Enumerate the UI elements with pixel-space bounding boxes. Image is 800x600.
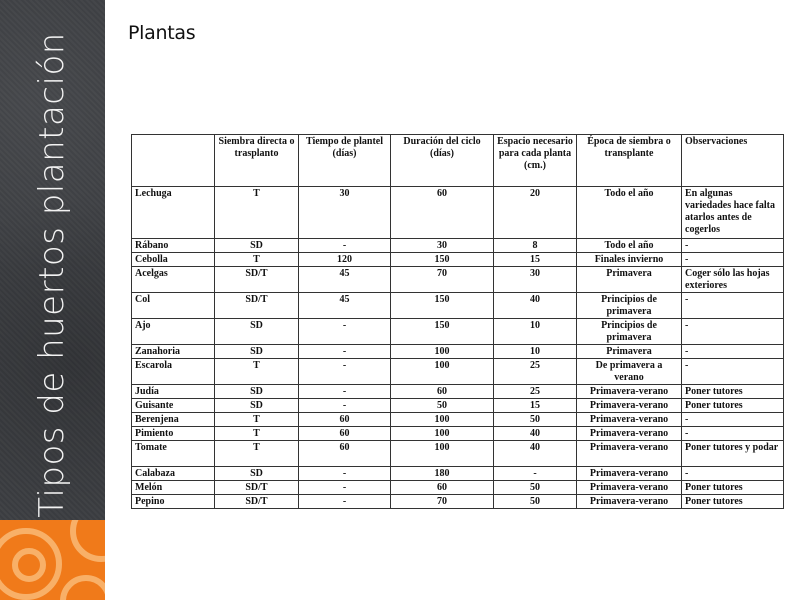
table-cell: 25 (494, 385, 577, 399)
table-cell: 25 (494, 359, 577, 385)
plant-name-cell: Rábano (132, 239, 215, 253)
table-cell: 20 (494, 187, 577, 239)
table-cell: 180 (391, 467, 494, 481)
table-cell: Todo el año (577, 239, 682, 253)
side-title: Tipos de huertos plantación (32, 32, 72, 518)
table-cell: 150 (391, 319, 494, 345)
crops-table (131, 134, 784, 509)
table-cell: 40 (494, 427, 577, 441)
decorative-ring (70, 520, 105, 562)
table-cell: - (299, 239, 391, 253)
table-cell: Primavera-verano (577, 427, 682, 441)
table-cell: SD (215, 467, 299, 481)
table-cell: Coger sólo las hojas exteriores (682, 267, 784, 293)
table-cell: Primavera-verano (577, 481, 682, 495)
table-cell: 50 (494, 495, 577, 509)
table-cell: 50 (494, 481, 577, 495)
table-cell: 40 (494, 293, 577, 319)
table-cell: - (299, 399, 391, 413)
table-row (132, 427, 784, 441)
table-cell: SD/T (215, 481, 299, 495)
table-cell: 40 (494, 441, 577, 467)
table-cell: - (682, 467, 784, 481)
table-row (132, 345, 784, 359)
crops-table-container (131, 134, 783, 509)
table-cell: Principios de primavera (577, 319, 682, 345)
table-cell: 60 (391, 481, 494, 495)
table-cell: T (215, 359, 299, 385)
table-cell: SD (215, 239, 299, 253)
header-cell: Duración del ciclo (días) (391, 135, 494, 187)
table-cell: Primavera-verano (577, 385, 682, 399)
table-row (132, 481, 784, 495)
table-cell: - (299, 319, 391, 345)
orange-decoration (0, 520, 105, 600)
table-cell: 60 (391, 385, 494, 399)
table-cell: 60 (299, 427, 391, 441)
table-cell: 120 (299, 253, 391, 267)
table-cell: - (299, 467, 391, 481)
table-cell: - (299, 345, 391, 359)
decorative-ring (60, 575, 105, 600)
table-cell: De primavera a verano (577, 359, 682, 385)
table-row (132, 239, 784, 253)
table-cell: Poner tutores (682, 385, 784, 399)
table-row (132, 253, 784, 267)
table-row (132, 385, 784, 399)
table-cell: Primavera-verano (577, 467, 682, 481)
table-cell: 50 (494, 413, 577, 427)
side-bar (0, 0, 105, 520)
table-cell: 15 (494, 253, 577, 267)
table-cell: 150 (391, 253, 494, 267)
table-cell: - (682, 427, 784, 441)
table-cell: 100 (391, 345, 494, 359)
table-cell: 8 (494, 239, 577, 253)
table-cell: Primavera (577, 267, 682, 293)
table-cell: 15 (494, 399, 577, 413)
table-cell: Poner tutores (682, 399, 784, 413)
header-cell: Espacio necesario para cada planta (cm.) (494, 135, 577, 187)
table-cell: 45 (299, 293, 391, 319)
header-cell: Siembra directa o trasplanto (215, 135, 299, 187)
plant-name-cell: Zanahoria (132, 345, 215, 359)
plant-name-cell: Acelgas (132, 267, 215, 293)
table-cell: - (494, 467, 577, 481)
table-cell: SD (215, 385, 299, 399)
table-cell: SD/T (215, 267, 299, 293)
table-cell: 50 (391, 399, 494, 413)
table-cell: Primavera-verano (577, 495, 682, 509)
table-cell: T (215, 413, 299, 427)
table-cell: 30 (494, 267, 577, 293)
header-cell: Observaciones (682, 135, 784, 187)
table-cell: Primavera (577, 345, 682, 359)
table-cell: SD (215, 399, 299, 413)
table-cell: 70 (391, 267, 494, 293)
plant-name-cell: Lechuga (132, 187, 215, 239)
table-cell: T (215, 441, 299, 467)
table-row (132, 267, 784, 293)
table-row (132, 467, 784, 481)
table-row (132, 359, 784, 385)
plant-name-cell: Cebolla (132, 253, 215, 267)
table-cell: En algunas variedades hace falta atarlos antes de cogerlos (682, 187, 784, 239)
table-row (132, 187, 784, 239)
table-cell: Primavera-verano (577, 413, 682, 427)
table-row (132, 495, 784, 509)
table-cell: SD/T (215, 293, 299, 319)
header-cell (132, 135, 215, 187)
table-cell: Primavera-verano (577, 441, 682, 467)
table-cell: T (215, 187, 299, 239)
table-cell: Finales invierno (577, 253, 682, 267)
table-cell: 150 (391, 293, 494, 319)
table-cell: 10 (494, 319, 577, 345)
table-cell: 10 (494, 345, 577, 359)
table-cell: - (682, 253, 784, 267)
plant-name-cell: Berenjena (132, 413, 215, 427)
table-cell: - (299, 385, 391, 399)
table-row (132, 441, 784, 467)
table-cell: Primavera-verano (577, 399, 682, 413)
table-cell: 100 (391, 413, 494, 427)
plant-name-cell: Melón (132, 481, 215, 495)
table-row (132, 399, 784, 413)
table-cell: 100 (391, 427, 494, 441)
plant-name-cell: Pepino (132, 495, 215, 509)
table-cell: - (682, 293, 784, 319)
plant-name-cell: Pimiento (132, 427, 215, 441)
plant-name-cell: Escarola (132, 359, 215, 385)
plant-name-cell: Judía (132, 385, 215, 399)
table-cell: - (682, 239, 784, 253)
table-cell: - (682, 413, 784, 427)
table-header-row (132, 135, 784, 187)
table-cell: 30 (299, 187, 391, 239)
table-cell: Poner tutores (682, 481, 784, 495)
header-cell: Tiempo de plantel (días) (299, 135, 391, 187)
table-row (132, 293, 784, 319)
table-cell: Principios de primavera (577, 293, 682, 319)
table-cell: - (299, 481, 391, 495)
plant-name-cell: Tomate (132, 441, 215, 467)
table-cell: 100 (391, 359, 494, 385)
plant-name-cell: Guisante (132, 399, 215, 413)
table-cell: - (299, 495, 391, 509)
plant-name-cell: Ajo (132, 319, 215, 345)
table-cell: T (215, 253, 299, 267)
table-cell: 60 (391, 187, 494, 239)
table-row (132, 413, 784, 427)
plant-name-cell: Calabaza (132, 467, 215, 481)
table-cell: 30 (391, 239, 494, 253)
table-row (132, 319, 784, 345)
table-cell: 60 (299, 441, 391, 467)
table-cell: - (682, 345, 784, 359)
table-cell: SD (215, 345, 299, 359)
page-title: Plantas (128, 22, 196, 44)
table-cell: Poner tutores y podar (682, 441, 784, 467)
table-cell: Poner tutores (682, 495, 784, 509)
table-cell: - (299, 359, 391, 385)
table-cell: SD (215, 319, 299, 345)
table-cell: - (682, 359, 784, 385)
table-cell: 60 (299, 413, 391, 427)
table-cell: - (682, 319, 784, 345)
table-cell: 100 (391, 441, 494, 467)
header-cell: Época de siembra o transplante (577, 135, 682, 187)
table-cell: 70 (391, 495, 494, 509)
table-cell: SD/T (215, 495, 299, 509)
table-cell: Todo el año (577, 187, 682, 239)
table-cell: 45 (299, 267, 391, 293)
table-cell: T (215, 427, 299, 441)
plant-name-cell: Col (132, 293, 215, 319)
decorative-ring (12, 548, 46, 582)
